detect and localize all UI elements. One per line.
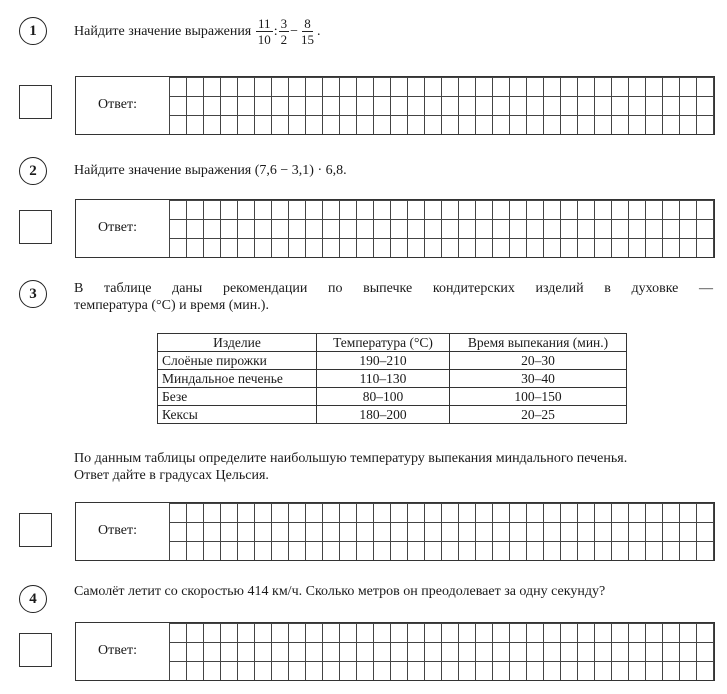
question-1-prompt: Найдите значение выражения	[74, 24, 252, 39]
fraction-1	[256, 16, 273, 47]
answer-grid-4[interactable]	[169, 623, 714, 680]
table-header: Время выпекания (мин.)	[450, 334, 627, 352]
answer-label: Ответ:	[98, 220, 137, 235]
question-4-text: Самолёт летит со скоростью 414 км/ч. Сколько метров он преодолевает за одну секунду?	[74, 584, 606, 599]
question-1-text	[74, 16, 713, 47]
fraction-3-numerator: 8	[304, 16, 311, 31]
table-header: Температура (°С)	[317, 334, 450, 352]
score-box-2	[19, 210, 52, 244]
table-row	[158, 370, 627, 388]
question-3-intro-line-1: В таблице даны рекомендации по выпечке кондитерских изделий в духовке —	[74, 281, 713, 296]
fraction-1-denominator: 10	[257, 32, 271, 47]
fraction-1-numerator: 11	[257, 16, 271, 31]
table-cell: 110–130	[317, 370, 450, 388]
table-cell: 180–200	[317, 406, 450, 424]
table-cell: 80–100	[317, 388, 450, 406]
answer-label: Ответ:	[98, 643, 137, 658]
question-2-text: Найдите значение выражения (7,6 − 3,1) · 6,8.	[74, 163, 347, 178]
table-cell: Миндальное печенье	[158, 370, 317, 388]
table-row	[158, 406, 627, 424]
answer-box-1[interactable]	[75, 76, 715, 135]
question-number-2: 2	[19, 157, 47, 185]
answer-grid-3[interactable]	[169, 503, 714, 560]
answer-box-4[interactable]	[75, 622, 715, 681]
question-number-4: 4	[19, 585, 47, 613]
fraction-2-denominator: 2	[280, 32, 288, 47]
baking-table	[157, 333, 627, 424]
question-3-intro-line-2: температура (°С) и время (мин.).	[74, 298, 269, 313]
operator-divide: :	[273, 24, 278, 39]
score-box-1	[19, 85, 52, 119]
answer-box-3[interactable]	[75, 502, 715, 561]
table-header-row	[158, 334, 627, 352]
question-number-1: 1	[19, 17, 47, 45]
table-cell: Кексы	[158, 406, 317, 424]
answer-grid-1[interactable]	[169, 77, 714, 134]
table-row	[158, 352, 627, 370]
fraction-2	[279, 16, 290, 47]
score-box-3	[19, 513, 52, 547]
table-cell: 100–150	[450, 388, 627, 406]
score-box-4	[19, 633, 52, 667]
question-number-3: 3	[19, 280, 47, 308]
fraction-3-denominator: 15	[301, 32, 315, 47]
expression-end: .	[317, 24, 321, 39]
fraction-3	[299, 16, 316, 47]
answer-label: Ответ:	[98, 523, 137, 538]
answer-label: Ответ:	[98, 97, 137, 112]
question-3-prompt-line-1: По данным таблицы определите наибольшую температуру выпекания миндального печенья.	[74, 451, 628, 466]
table-row	[158, 388, 627, 406]
table-cell: 20–25	[450, 406, 627, 424]
table-cell: 30–40	[450, 370, 627, 388]
answer-grid-2[interactable]	[169, 200, 714, 257]
question-3-prompt-line-2: Ответ дайте в градусах Цельсия.	[74, 468, 269, 483]
table-cell: Безе	[158, 388, 317, 406]
table-cell: 20–30	[450, 352, 627, 370]
answer-box-2[interactable]	[75, 199, 715, 258]
table-cell: 190–210	[317, 352, 450, 370]
fraction-2-numerator: 3	[280, 16, 288, 31]
table-cell: Слоёные пирожки	[158, 352, 317, 370]
operator-minus: −	[290, 24, 299, 39]
table-header: Изделие	[158, 334, 317, 352]
